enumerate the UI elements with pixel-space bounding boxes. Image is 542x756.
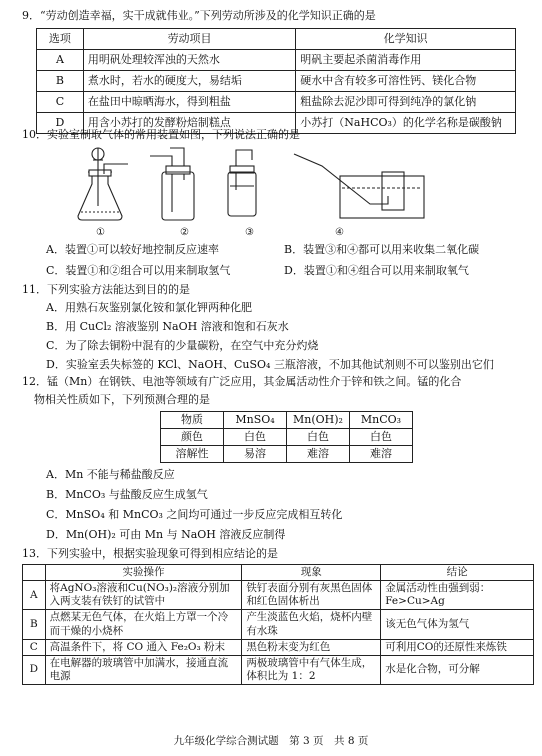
table-row — [23, 655, 534, 684]
q9-stem: 9．“劳动创造幸福，实干成就伟业。”下列劳动所涉及的化学知识正确的是 — [22, 9, 376, 22]
table-header-cell: 结论 — [381, 565, 534, 581]
table-row — [161, 412, 413, 429]
table-cell: A — [37, 50, 84, 71]
table-cell: 在电解器的玻璃管中加满水，接通直流电源 — [45, 655, 242, 684]
apparatus-3-collector — [228, 150, 256, 216]
table-cell: 金属活动性由强到弱：Fe>Cu>Ag — [381, 581, 534, 610]
q11-stem: 11．下列实验方法能达到目的的是 — [22, 283, 190, 296]
table-cell: D — [23, 655, 46, 684]
table-row — [161, 429, 413, 446]
table-cell: C — [37, 92, 84, 113]
table-cell: 白色 — [224, 429, 287, 446]
table-header-row — [23, 565, 534, 581]
table-header-cell: 现象 — [242, 565, 381, 581]
q10-stem: 10．实验室制取气体的常用装置如图，下列说法正确的是 — [22, 128, 300, 141]
apparatus-2-gas-bottle — [150, 148, 194, 220]
table-cell: 易溶 — [224, 446, 287, 463]
table-cell: 硬水中含有较多可溶性钙、镁化合物 — [296, 71, 516, 92]
table-row — [161, 446, 413, 463]
table-cell: 溶解性 — [161, 446, 224, 463]
apparatus-label-1: ① — [96, 227, 105, 238]
q12-option-b: B．MnCO₃ 与盐酸反应生成氢气 — [46, 488, 208, 501]
table-header-row — [37, 29, 516, 50]
table-row — [23, 639, 534, 655]
table-header-cell: 选项 — [37, 29, 84, 50]
q12-stem-line1: 12．锰（Mn）在钢铁、电池等领域有广泛应用，其金属活动性介于锌和铁之间。锰的化合 — [22, 375, 462, 388]
apparatus-label-4: ④ — [335, 227, 344, 238]
table-cell: C — [23, 639, 46, 655]
table-cell: 用明矾处理较浑浊的天然水 — [83, 50, 295, 71]
apparatus-label-3: ③ — [245, 227, 254, 238]
q10-option-c: C．装置①和②组合可以用来制取氢气 — [46, 264, 231, 277]
q11-option-d: D．实验室丢失标签的 KCl、NaOH、CuSO₄ 三瓶溶液，不加其他试剂则不可以鉴别出它们 — [46, 358, 494, 371]
table-cell: 高温条件下，将 CO 通入 Fe₂O₃ 粉末 — [45, 639, 242, 655]
table-header-cell — [23, 565, 46, 581]
table-cell: 白色 — [287, 429, 350, 446]
table-cell: 可利用CO的还原性来炼铁 — [381, 639, 534, 655]
table-row — [37, 71, 516, 92]
table-header-cell: 化学知识 — [296, 29, 516, 50]
q12-properties-table — [160, 411, 413, 463]
table-cell: B — [23, 610, 46, 639]
table-cell: 黑色粉末变为红色 — [242, 639, 381, 655]
table-cell: 该无色气体为氢气 — [381, 610, 534, 639]
table-cell: 煮水时，若水的硬度大，易结垢 — [83, 71, 295, 92]
table-cell: 产生淡蓝色火焰，烧杯内壁有水珠 — [242, 610, 381, 639]
q13-stem: 13．下列实验中，根据实验现象可得到相应结论的是 — [22, 547, 278, 560]
table-cell: B — [37, 71, 84, 92]
apparatus-4-water-trough — [294, 154, 424, 218]
table-cell: 铁钉表面分别有灰黑色固体和红色固体析出 — [242, 581, 381, 610]
table-header-cell: 实验操作 — [45, 565, 242, 581]
table-cell: 明矾主要起杀菌消毒作用 — [296, 50, 516, 71]
table-row — [37, 92, 516, 113]
page-footer: 九年级化学综合测试题 第 3 页 共 8 页 — [173, 735, 369, 747]
q10-option-a: A．装置①可以较好地控制反应速率 — [46, 243, 219, 256]
q10-option-b: B．装置③和④都可以用来收集二氧化碳 — [284, 243, 480, 256]
table-cell: D — [37, 113, 84, 134]
q13-table — [22, 564, 534, 685]
table-cell: 用含小苏打的发酵粉焙制糕点 — [83, 113, 295, 134]
q12-option-c: C．MnSO₄ 和 MnCO₃ 之间均可通过一步反应完成相互转化 — [46, 508, 343, 521]
table-cell: A — [23, 581, 46, 610]
table-row — [23, 610, 534, 639]
table-cell: 将AgNO₃溶液和Cu(NO₃)₂溶液分别加入两支装有铁钉的试管中 — [45, 581, 242, 610]
table-cell: 小苏打（NaHCO₃）的化学名称是碳酸钠 — [296, 113, 516, 134]
apparatus-1-flask — [78, 148, 128, 220]
table-cell: 点燃某无色气体，在火焰上方罩一个冷而干燥的小烧杯 — [45, 610, 242, 639]
table-cell: 白色 — [350, 429, 413, 446]
table-cell: 在盐田中晾晒海水，得到粗盐 — [83, 92, 295, 113]
q11-option-a: A．用熟石灰鉴别氯化铵和氯化钾两种化肥 — [46, 301, 252, 314]
table-cell: 难溶 — [287, 446, 350, 463]
table-cell: 水是化合物，可分解 — [381, 655, 534, 684]
apparatus-label-2: ② — [180, 227, 189, 238]
table-cell: 两极玻璃管中有气体生成，体积比为 1：2 — [242, 655, 381, 684]
table-cell: 颜色 — [161, 429, 224, 446]
apparatus-illustration — [70, 146, 450, 224]
q11-option-c: C．为了除去铜粉中混有的少量碳粉，在空气中充分灼烧 — [46, 339, 319, 352]
q12-option-d: D．Mn(OH)₂ 可由 Mn 与 NaOH 溶液反应制得 — [46, 528, 286, 541]
table-cell: MnCO₃ — [350, 412, 413, 429]
q12-stem-line2: 物相关性质如下，下列预测合理的是 — [34, 393, 210, 406]
table-cell: 难溶 — [350, 446, 413, 463]
table-cell: MnSO₄ — [224, 412, 287, 429]
q12-option-a: A．Mn 不能与稀盐酸反应 — [46, 468, 175, 481]
q9-table — [36, 28, 516, 134]
table-cell: 物质 — [161, 412, 224, 429]
table-header-cell: 劳动项目 — [83, 29, 295, 50]
table-row — [37, 50, 516, 71]
q10-option-d: D．装置①和④组合可以用来制取氧气 — [284, 264, 469, 277]
table-row — [23, 581, 534, 610]
table-cell: Mn(OH)₂ — [287, 412, 350, 429]
q11-option-b: B．用 CuCl₂ 溶液鉴别 NaOH 溶液和饱和石灰水 — [46, 320, 289, 333]
table-cell: 粗盐除去泥沙即可得到纯净的氯化钠 — [296, 92, 516, 113]
